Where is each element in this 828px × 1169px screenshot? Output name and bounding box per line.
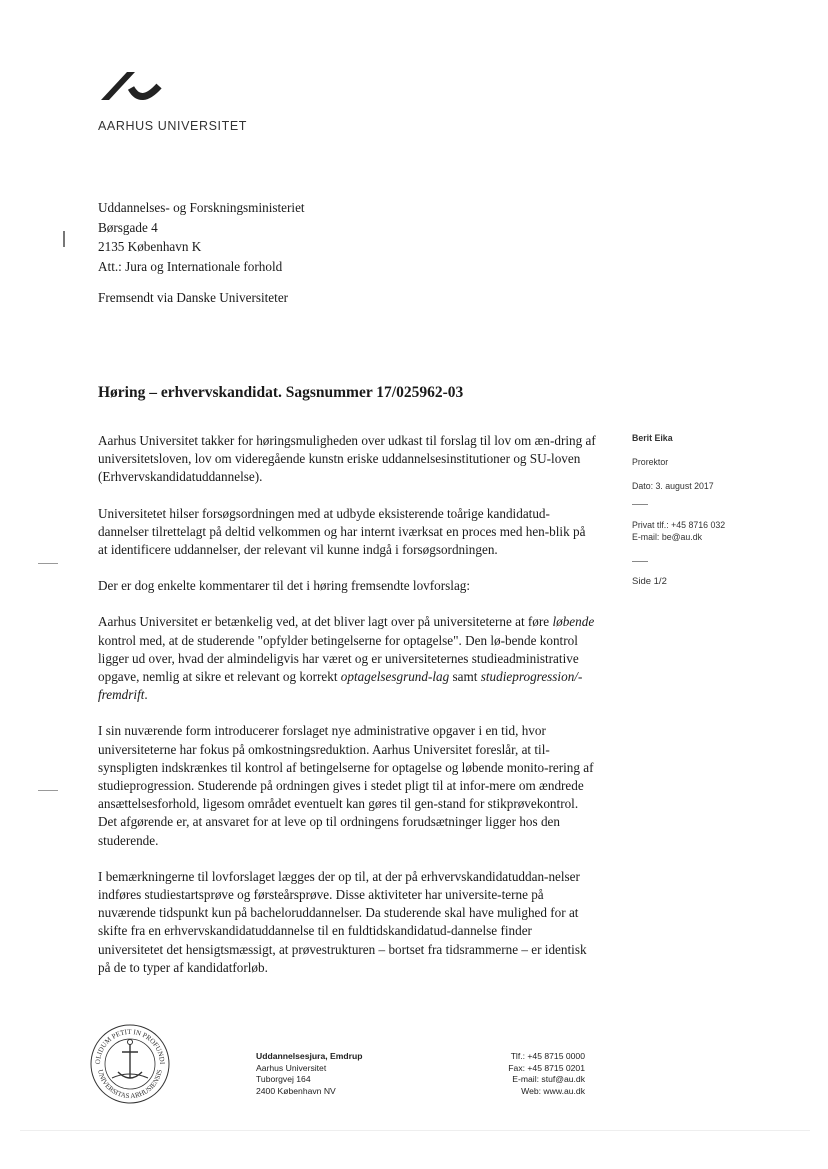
paragraph: Der er dog enkelte kommentarer til det i høring fremsendte lovforslag: bbox=[98, 578, 471, 594]
margin-mark bbox=[63, 231, 65, 247]
divider bbox=[632, 504, 648, 505]
recipient-address bbox=[98, 198, 305, 276]
footer-web: Web: www.au.dk bbox=[521, 1085, 585, 1096]
university-seal-icon bbox=[88, 1022, 172, 1106]
footer-contact bbox=[440, 1051, 585, 1097]
text-run: samt bbox=[449, 669, 481, 685]
sender-email: E-mail: be@au.dk bbox=[632, 532, 703, 542]
paragraph: I bemærkningerne til lovforslaget lægges der op til, at der på erhvervskandidatuddan-nelser indføres studiestartsprøve og førsteårsprøve. Disse aktiviteter har universite-terne på nuværende tidspunkt kun på bacheloruddannelser. Da studerende skal have mulighed for at skifte fra en erhvervskandidatuddannelse til en fuldtidskandidatud-dannelse finder universitetet det hensigtsmæssigt, at prøvestrukturen – bortset fra tidsrammerne – er identisk på de to typer af kandidatforløb. bbox=[98, 868, 587, 975]
paragraph: Aarhus Universitet takker for høringsmuligheden over udkast til forslag til lov om æn-dring af universitetsloven, lov om videregående kunstn eriske uddannelsesinstitutioner og SU-loven (Erhvervskandidatuddannelse). bbox=[98, 433, 596, 485]
letter-body bbox=[98, 432, 598, 995]
university-name: AARHUS UNIVERSITET bbox=[98, 119, 248, 133]
divider bbox=[632, 561, 648, 562]
italic-term: løbende bbox=[552, 614, 595, 630]
sender-name: Berit Eika bbox=[632, 433, 673, 443]
au-logo-icon bbox=[97, 68, 167, 104]
text-run: Aarhus Universitet er betænkelig ved, at det bliver lagt over på universiteterne at føre bbox=[98, 614, 553, 630]
address-line: Uddannelses- og Forskningsministeriet bbox=[98, 200, 305, 215]
italic-term: studieprogression/-fremdrift bbox=[98, 669, 583, 703]
footer-email: E-mail: stuf@au.dk bbox=[512, 1074, 585, 1084]
footer-street: Tuborgvej 164 bbox=[256, 1074, 311, 1084]
sender-sidebar bbox=[632, 432, 812, 588]
page-number: Side 1/2 bbox=[632, 576, 667, 587]
footer-unit: Uddannelsesjura, Emdrup bbox=[256, 1051, 363, 1061]
paragraph: I sin nuværende form introducerer forslaget nye administrative opgaver i en tid, hvor universiteterne har fokus på omkostningsreduktion. Aarhus Universitet foreslår, at til-synspligten indskrænkes til kontrol af betingelserne for optagelse og løbende monito-rering af studieprogression. Studerende på ordningen gives i stedet pligt til at infor-mere om ændrede ansættelsesforhold, ligesom området eventuelt kan gøres til gen-stand for stikprøvekontrol. Det afgørende er, at ansvaret for at leve op til ordningens forudsætninger ligger hos den studerende. bbox=[98, 723, 594, 848]
footer-phone: Tlf.: +45 8715 0000 bbox=[510, 1051, 585, 1061]
text-run: kontrol med, at de studerende "opfylder betingelserne for optagelse". Den lø-bende kontrol ligger ud over, hvad der almindeligvis har været og er universiteternes studieadministrative opgave, nemlig at sikre et relevant og korrekt bbox=[98, 632, 579, 685]
footer-fax: Fax: +45 8715 0201 bbox=[508, 1062, 585, 1073]
footer-city: 2400 København NV bbox=[256, 1085, 336, 1096]
italic-term: optagelsesgrund-lag bbox=[340, 669, 450, 685]
address-line: Att.: Jura og Internationale forhold bbox=[98, 258, 283, 274]
margin-mark bbox=[38, 563, 58, 564]
text-run: . bbox=[144, 687, 148, 703]
footer-org: Aarhus Universitet bbox=[256, 1062, 327, 1073]
margin-mark bbox=[38, 790, 58, 791]
scan-edge-line bbox=[20, 1130, 810, 1131]
letter-subject: Høring – erhvervskandidat. Sagsnummer 17/025962-03 bbox=[98, 384, 464, 401]
seal-top-text: OLIDUM PETIT IN PROFUNDI bbox=[93, 1027, 167, 1065]
address-line: Børsgade 4 bbox=[98, 219, 158, 235]
sender-title: Prorektor bbox=[632, 457, 669, 467]
paragraph bbox=[98, 613, 598, 704]
paragraph: Universitetet hilser forsøgsordningen med at udbyde eksisterende toårige kandidatud-dannelser tilrettelagt på deltid velkommen og har internt iværksat en proces med hen-blik på at identificere uddannelser, der relevant vil kunne indgå i forsøgsordningen. bbox=[98, 505, 586, 558]
seal-bottom-text: UNIVERSITAS ARHUSIENSIS bbox=[96, 1068, 164, 1101]
letter-date: Dato: 3. august 2017 bbox=[632, 481, 714, 491]
sent-via-note: Fremsendt via Danske Universiteter bbox=[98, 290, 289, 305]
address-line: 2135 København K bbox=[98, 239, 202, 254]
sender-phone: Privat tlf.: +45 8716 032 bbox=[632, 520, 726, 530]
footer-address bbox=[256, 1051, 363, 1097]
